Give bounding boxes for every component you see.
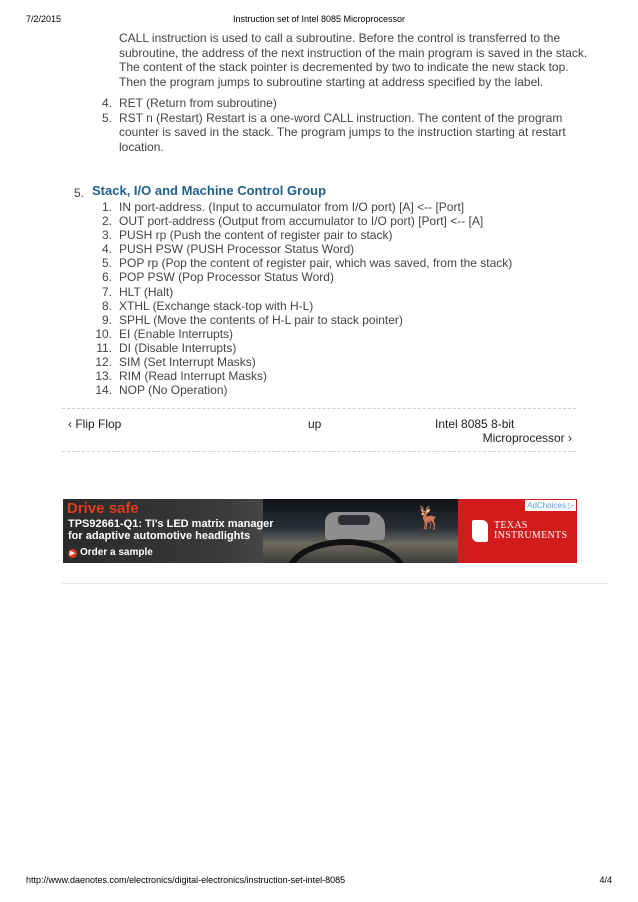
next-link-line1: Intel 8085 8-bit [435, 417, 515, 431]
list-item-text: PUSH rp (Push the content of register pair to stack) [119, 228, 393, 243]
list-item [98, 96, 588, 111]
list-item [95, 369, 558, 384]
list-item [98, 299, 558, 313]
brand-line2: INSTRUMENTS [494, 530, 568, 541]
list-item-text: EI (Enable Interrupts) [119, 326, 234, 341]
list-item [95, 383, 558, 398]
page-counter: 4/4 [599, 875, 612, 885]
list-item-text: POP rp (Pop the content of register pair, which was saved, from the stack) [119, 256, 513, 271]
list-item-number: 1. [101, 200, 112, 214]
brand-line1: TEXAS [494, 520, 528, 531]
section-heading: Stack, I/O and Machine Control Group [92, 183, 327, 198]
list-item-text: DI (Disable Interrupts) [119, 340, 237, 355]
print-page-title: Instruction set of Intel 8085 Microprocessor [232, 14, 406, 24]
list-item [98, 341, 558, 355]
list-item-number: 4. [101, 96, 112, 110]
list-item-number: 9. [101, 312, 112, 327]
list-item [98, 228, 558, 242]
stack-io-instruction-list [95, 200, 558, 398]
ad-banner[interactable] [63, 499, 577, 563]
list-item-text: RET (Return from subroutine) [119, 96, 277, 110]
list-item-text: POP PSW (Pop Processor Status Word) [119, 270, 334, 285]
list-item-number: 2. [101, 214, 112, 229]
list-item-number: 10. [95, 326, 112, 341]
list-item [98, 256, 558, 270]
ad-product-line2: for adaptive automotive headlights [68, 530, 251, 542]
list-item [98, 242, 558, 256]
list-item [98, 214, 558, 228]
adchoices-label: AdChoices [527, 501, 566, 510]
call-description [119, 31, 589, 89]
list-item-number: 7. [101, 284, 112, 299]
car-window [338, 515, 370, 525]
list-item [98, 200, 558, 214]
ad-order-cta[interactable] [68, 547, 153, 558]
list-item-number: 3. [101, 228, 112, 243]
list-item-number: 5. [101, 256, 112, 271]
book-navigation [62, 408, 576, 452]
list-item [98, 313, 558, 327]
list-item-number: 12. [95, 355, 112, 370]
print-header [26, 14, 612, 26]
adchoices-link[interactable] [525, 500, 576, 511]
list-item-text: PUSH PSW (PUSH Processor Status Word) [119, 242, 355, 257]
list-item-number: 4. [101, 242, 112, 257]
ad-product-text [68, 518, 274, 542]
divider [62, 583, 608, 584]
texas-instruments-logo-icon [472, 520, 488, 542]
print-url: http://www.daenotes.com/electronics/digital-electronics/instruction-set-intel-8085 [26, 875, 346, 885]
list-item-text: HLT (Halt) [119, 284, 174, 299]
list-item [95, 326, 558, 341]
section-number: 5. [74, 186, 85, 200]
call-paragraph: CALL instruction is used to call a subroutine. Before the control is transferred to the subroutine, the address of the next instruction of the main program is saved in the stack. The content of the stack pointer is decremented by two to indicate the new stack top. Then the program jumps to subroutine starting at address specified by the label. [119, 31, 588, 89]
list-item-number: 8. [101, 298, 112, 313]
list-item-text: SPHL (Move the contents of H-L pair to stack pointer) [119, 312, 403, 327]
arrow-right-icon: ▶ [69, 550, 76, 557]
ad-cta-label: Order a sample [80, 547, 153, 558]
list-item-text: IN port-address. (Input to accumulator from I/O port) [A] <-- [Port] [119, 200, 465, 214]
print-date: 7/2/2015 [26, 14, 62, 24]
list-item [98, 285, 558, 299]
list-item-text: NOP (No Operation) [119, 383, 228, 398]
list-item-number: 13. [95, 369, 112, 384]
list-item-text: RIM (Read Interrupt Masks) [119, 369, 268, 384]
up-link[interactable]: up [308, 417, 322, 431]
list-item [98, 270, 558, 284]
list-item-number: 5. [101, 110, 112, 125]
list-item-number: 14. [95, 383, 112, 398]
branch-instruction-list [98, 96, 588, 154]
adchoices-icon: ▷ [567, 501, 574, 510]
next-link-line2: Microprocessor › [482, 431, 572, 445]
list-item-number: 6. [101, 270, 112, 285]
list-item [98, 111, 588, 155]
list-item-text: RST n (Restart) Restart is a one-word CALL instruction. The content of the program counter is saved in the stack. The program jumps to the instruction starting at restart location. [119, 110, 566, 154]
next-page-link[interactable] [422, 417, 572, 445]
list-item [95, 355, 558, 370]
brand-name [494, 521, 567, 541]
list-item-text: SIM (Set Interrupt Masks) [119, 355, 256, 370]
prev-page-link[interactable]: ‹ Flip Flop [68, 417, 122, 431]
list-item-number: 11. [96, 340, 112, 355]
deer-icon: 🦌 [415, 505, 443, 530]
list-item-text: OUT port-address (Output from accumulator to I/O port) [Port] <-- [A] [119, 214, 484, 229]
ad-product-line1: TPS92661-Q1: TI's LED matrix manager [68, 518, 274, 530]
print-footer [26, 875, 612, 887]
ad-headline: Drive safe [67, 500, 139, 517]
list-item-text: XTHL (Exchange stack-top with H-L) [119, 298, 314, 313]
